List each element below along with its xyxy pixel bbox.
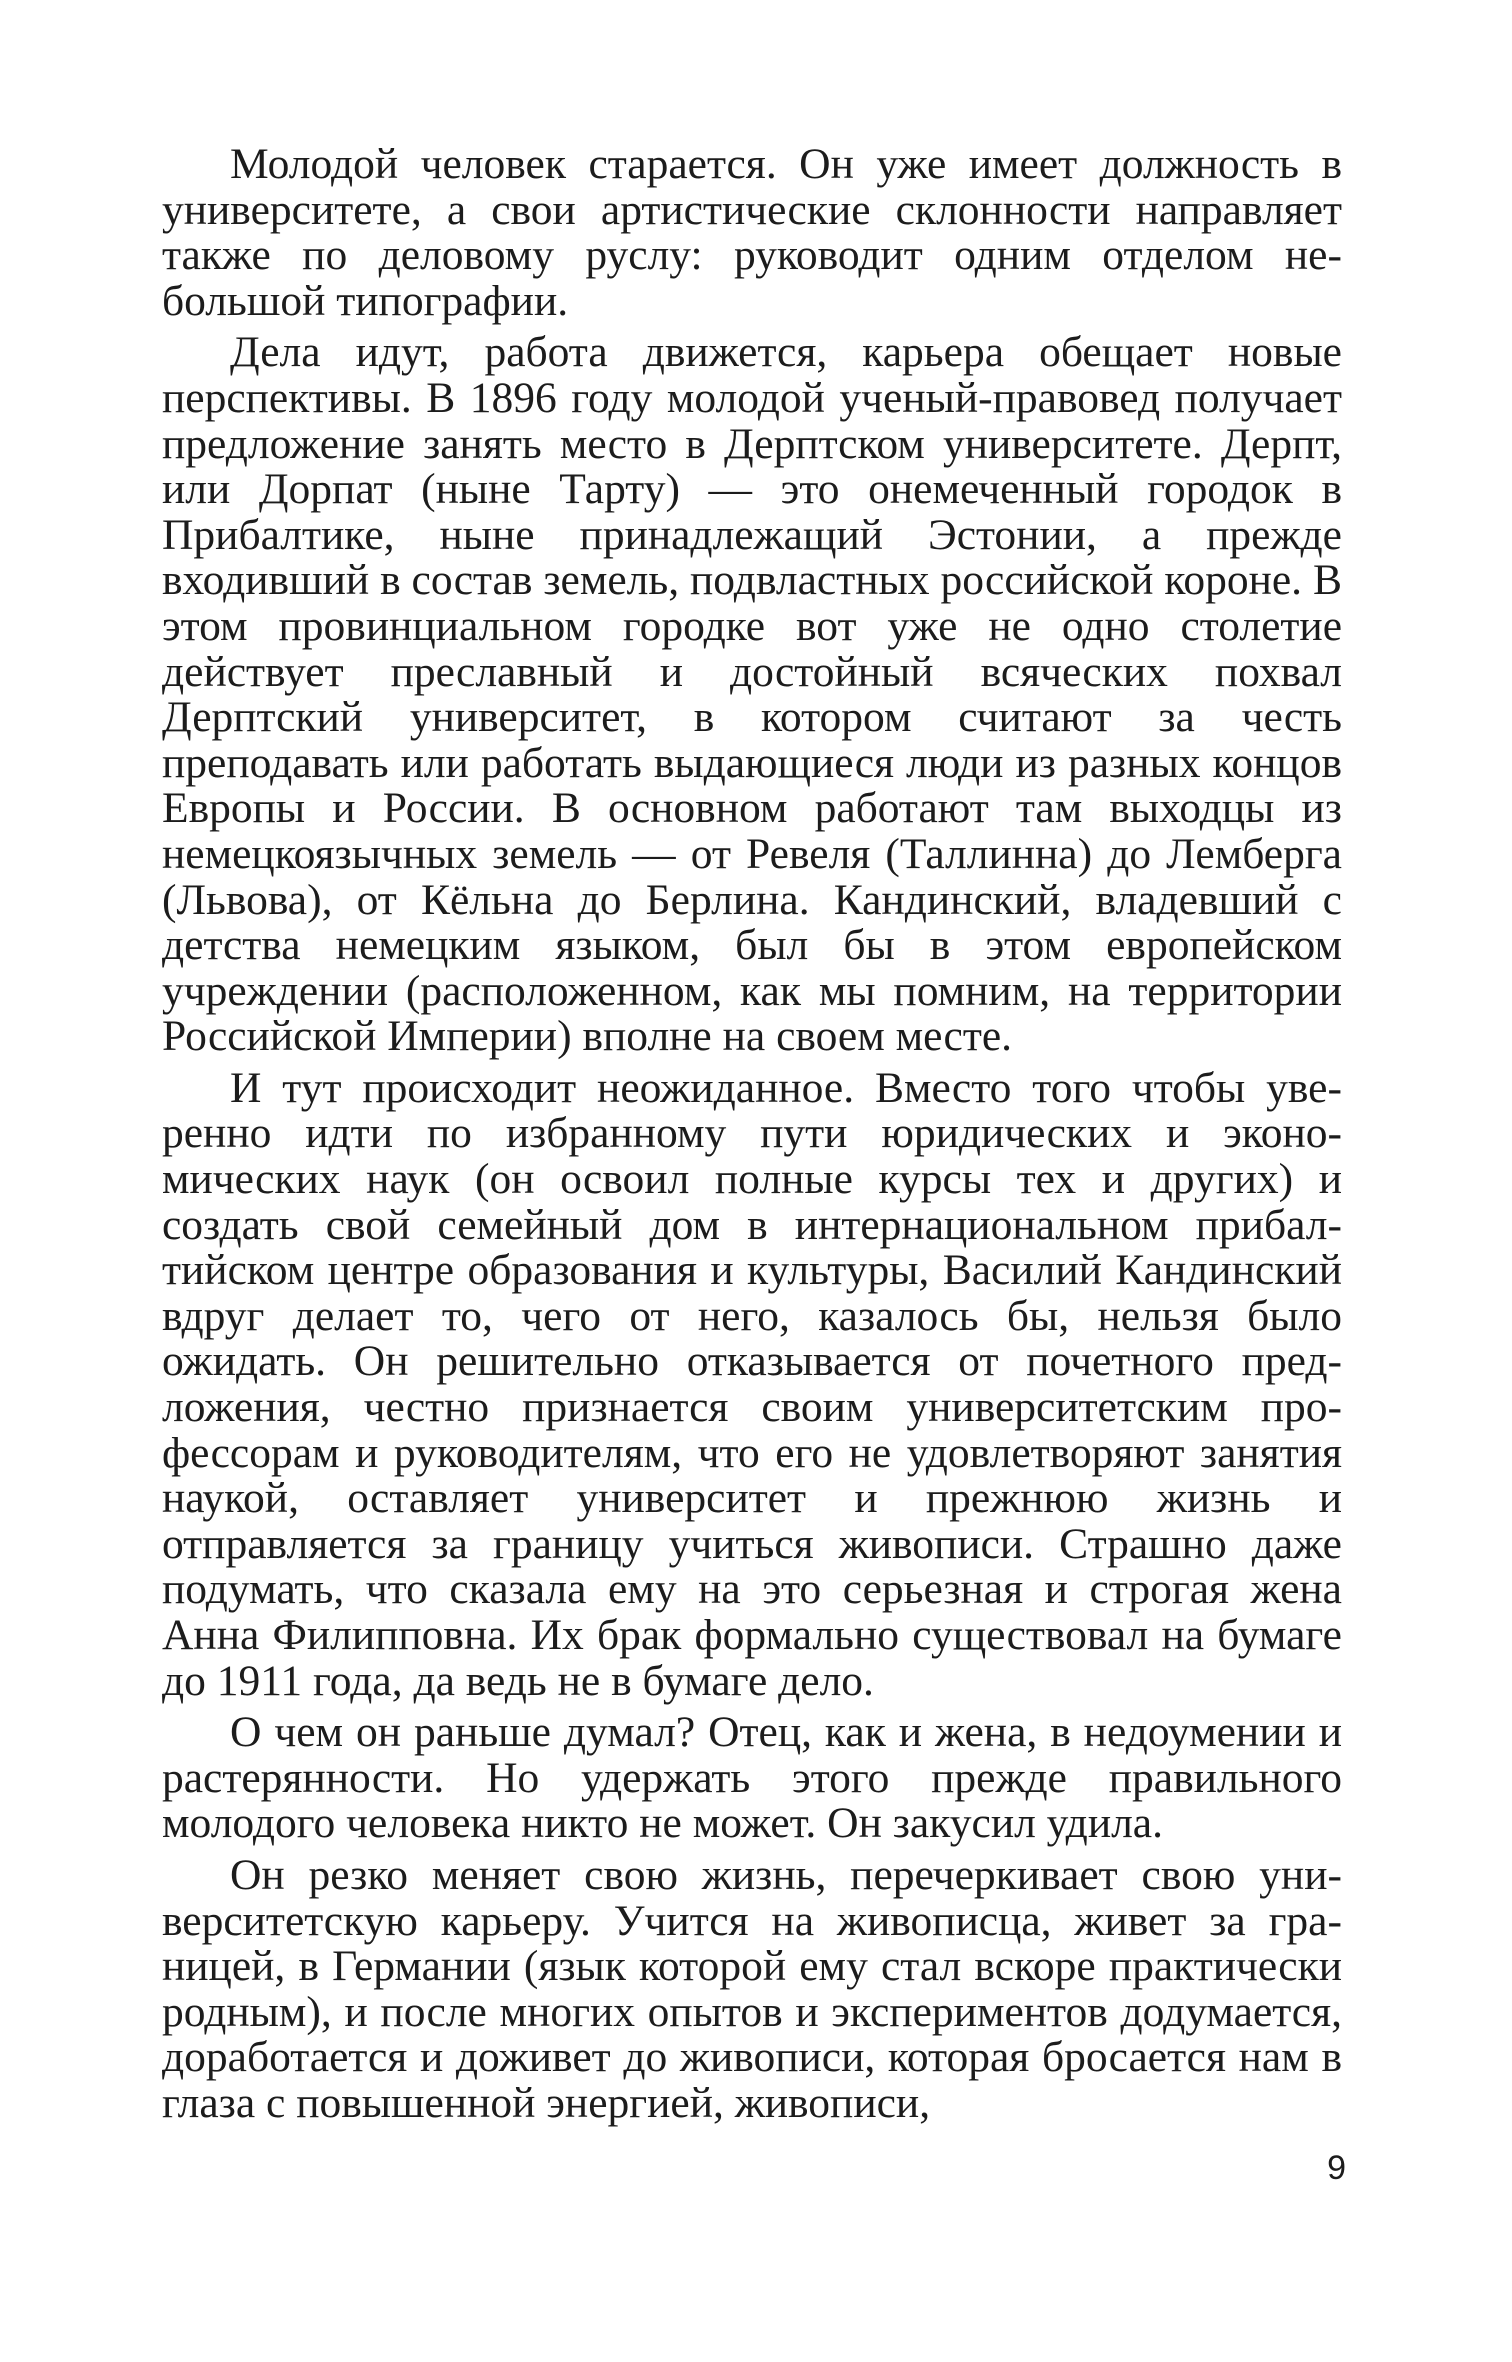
paragraph-1: Молодой человек старается. Он уже имеет должность в университете, а свои артистические склонности направляет также по деловому руслу: руководит одним отделом небольшой типографии. [162, 140, 1342, 325]
paragraph-3: И тут происходит неожиданное. Вместо того чтобы уверенно идти по избранному пути юридических и экономических наук (он освоил полные курсы тех и других) и создать свой семейный дом в интернациональном прибалтийском центре образования и культуры, Василий Кандинский вдруг делает то, чего от него, казалось бы, нельзя было ожидать. Он решительно отказывается от почетного предложения, честно признается своим университетским профессорам и руководителям, что его не удовлетворяют занятия наукой, оставляет университет и прежнюю жизнь и отправляется за границу учиться живописи. Страшно даже подумать, что сказала ему на это серьезная и строгая жена Анна Филипповна. Их брак формально существовал на бумаге до 1911 года, да ведь не в бумаге дело. [162, 1063, 1342, 1705]
paragraph-2: Дела идут, работа движется, карьера обещает новые перспективы. В 1896 году молодой ученый-правовед получает предложение занять место в Дерптском университете. Дерпт, или Дорпат (ныне Тарту) — это онемеченный городок в Прибалтике, ныне принадлежащий Эстонии, а прежде входивший в состав земель, подвластных российской короне. В этом провинциальном городке вот уже не одно столетие действует преславный и достойный всяческих похвал Дерптский университет, в котором считают за честь преподавать или работать выдающиеся люди из разных концов Европы и России. В основном работают там выходцы из немецкоязычных земель — от Ревеля (Таллинна) до Лемберга (Львова), от Кёльна до Берлина. Кандинский, владевший с детства немецким языком, был бы в этом европейском учреждении (расположенном, как мы помним, на территории Российской Империи) вполне на своем месте. [162, 328, 1342, 1061]
page-number: 9 [1327, 2149, 1346, 2187]
paragraph-4: О чем он раньше думал? Отец, как и жена, в недоумении и растерянности. Но удержать этого прежде правильного молодого человека никто не может. Он закусил удила. [162, 1708, 1342, 1848]
paragraph-5: Он резко меняет свою жизнь, перечеркивает свою университетскую карьеру. Учится на живописца, живет за границей, в Германии (язык которой ему стал вскоре практически родным), и после многих опытов и экспериментов додумается, доработается и доживет до живописи, которая бросается нам в глаза с повышенной энергией, живописи, [162, 1850, 1342, 2127]
page-body [162, 142, 1342, 2133]
